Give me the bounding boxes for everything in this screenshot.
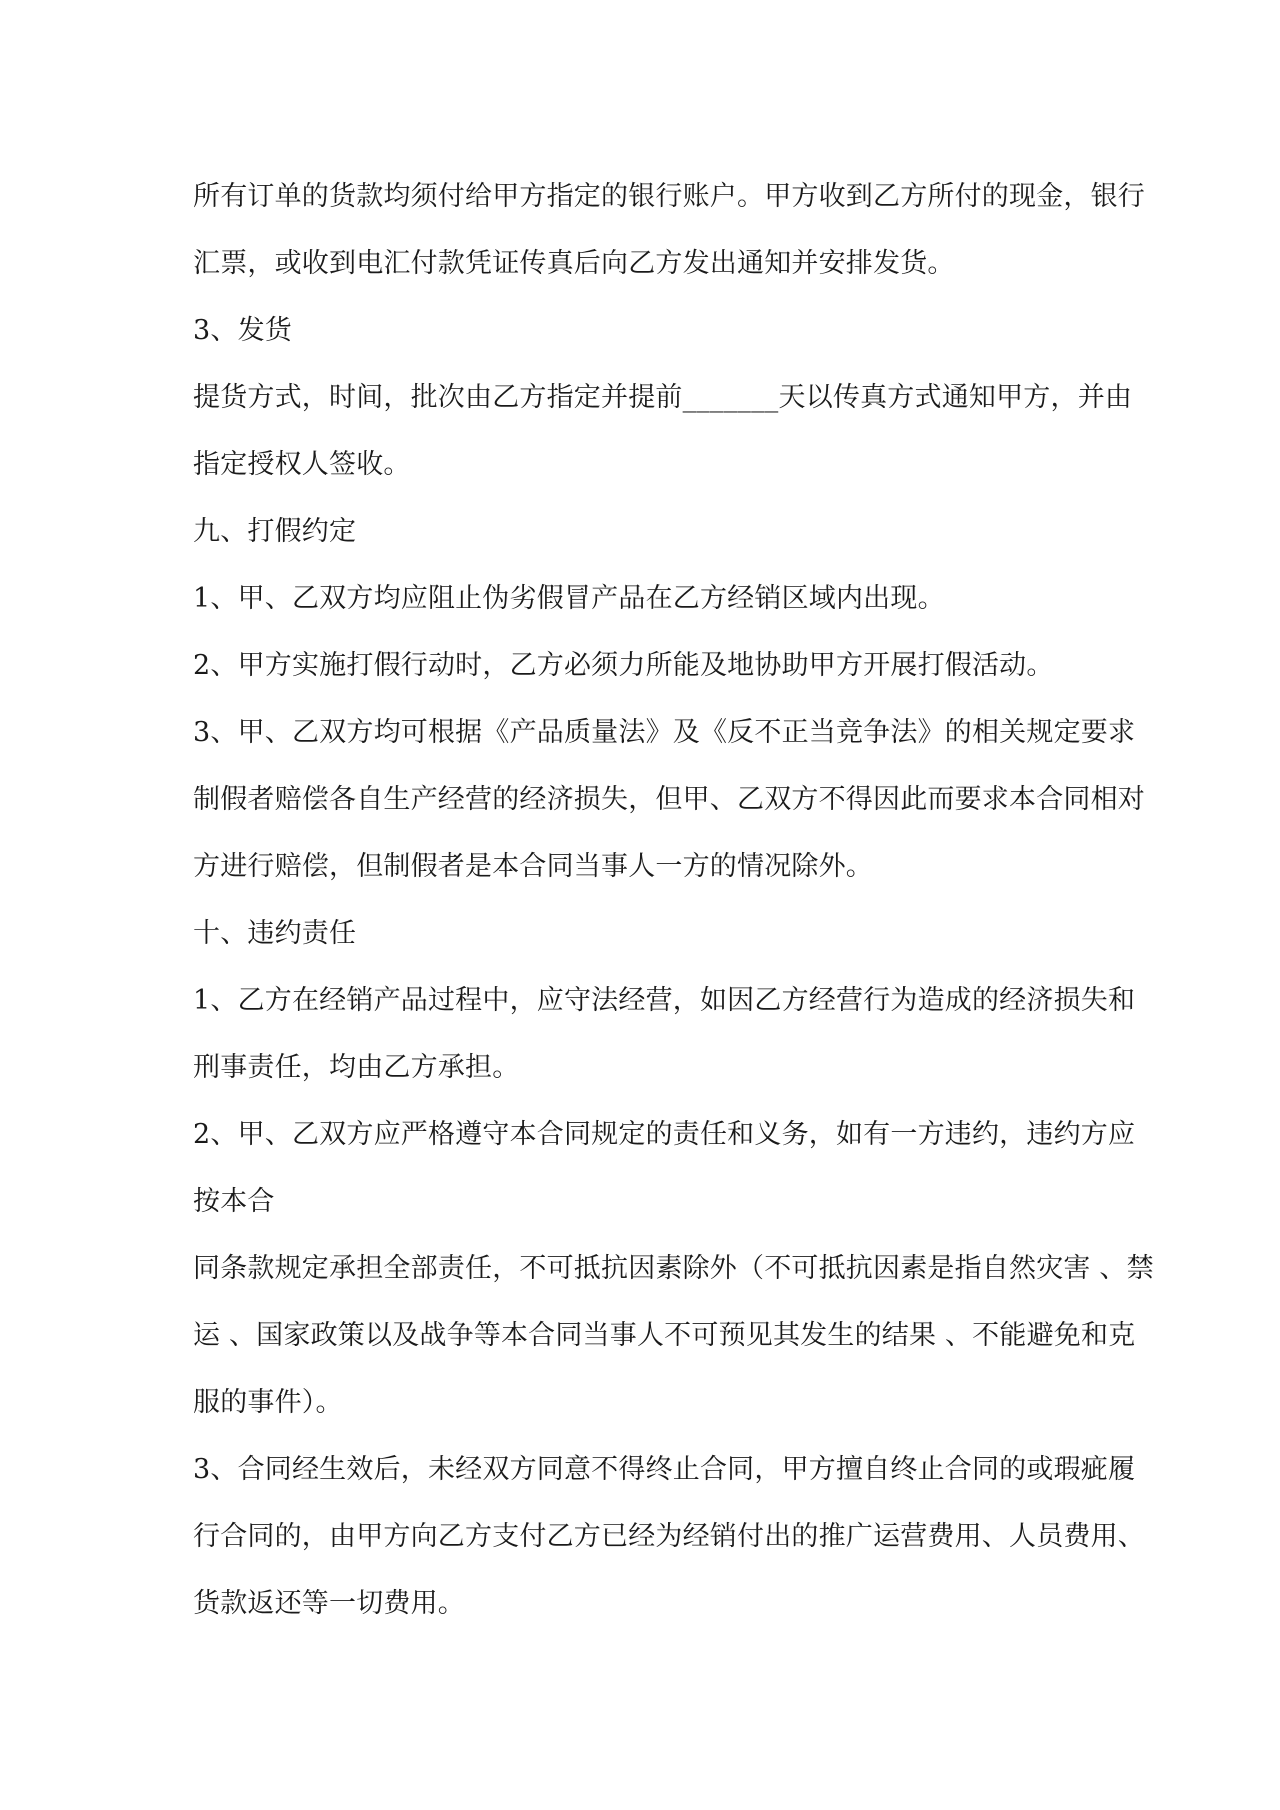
paragraph-line: 运 、国家政策以及战争等本合同当事人不可预见其发生的结果 、不能避免和克 — [193, 1320, 1136, 1351]
paragraph-line: 3、合同经生效后，未经双方同意不得终止合同，甲方擅自终止合同的或瑕疵履 — [193, 1454, 1136, 1485]
paragraph-line: 按本合 — [193, 1186, 275, 1217]
paragraph-line: 货款返还等一切费用。 — [193, 1588, 465, 1619]
paragraph-line: 服的事件）。 — [193, 1387, 343, 1418]
paragraph-line: 行合同的，由甲方向乙方支付乙方已经为经销付出的推广运营费用、人员费用、 — [193, 1521, 1145, 1552]
paragraph-line: 提货方式，时间，批次由乙方指定并提前_______天以传真方式通知甲方，并由 — [193, 382, 1133, 413]
paragraph-line: 方进行赔偿，但制假者是本合同当事人一方的情况除外。 — [193, 851, 873, 882]
paragraph-line: 所有订单的货款均须付给甲方指定的银行账户。甲方收到乙方所付的现金，银行 — [193, 181, 1145, 212]
paragraph-line: 同条款规定承担全部责任，不可抵抗因素除外（不可抵抗因素是指自然灾害 、禁 — [193, 1253, 1154, 1284]
section-heading: 九、打假约定 — [193, 516, 357, 547]
paragraph-line: 1、甲、乙双方均应阻止伪劣假冒产品在乙方经销区域内出现。 — [193, 583, 945, 614]
section-heading: 十、违约责任 — [193, 918, 357, 949]
paragraph-line: 汇票，或收到电汇付款凭证传真后向乙方发出通知并安排发货。 — [193, 248, 955, 279]
paragraph-line: 3、甲、乙双方均可根据《产品质量法》及《反不正当竞争法》的相关规定要求 — [193, 717, 1136, 748]
section-subheading: 3、发货 — [193, 315, 292, 346]
paragraph-line: 制假者赔偿各自生产经营的经济损失，但甲、乙双方不得因此而要求本合同相对 — [193, 784, 1145, 815]
paragraph-line: 2、甲方实施打假行动时，乙方必须力所能及地协助甲方开展打假活动。 — [193, 650, 1054, 681]
paragraph-line: 指定授权人签收。 — [193, 449, 411, 480]
paragraph-line: 2、甲、乙双方应严格遵守本合同规定的责任和义务，如有一方违约，违约方应 — [193, 1119, 1136, 1150]
paragraph-line: 1、乙方在经销产品过程中，应守法经营，如因乙方经营行为造成的经济损失和 — [193, 985, 1136, 1016]
paragraph-line: 刑事责任，均由乙方承担。 — [193, 1052, 520, 1083]
document-body — [193, 163, 1154, 1637]
